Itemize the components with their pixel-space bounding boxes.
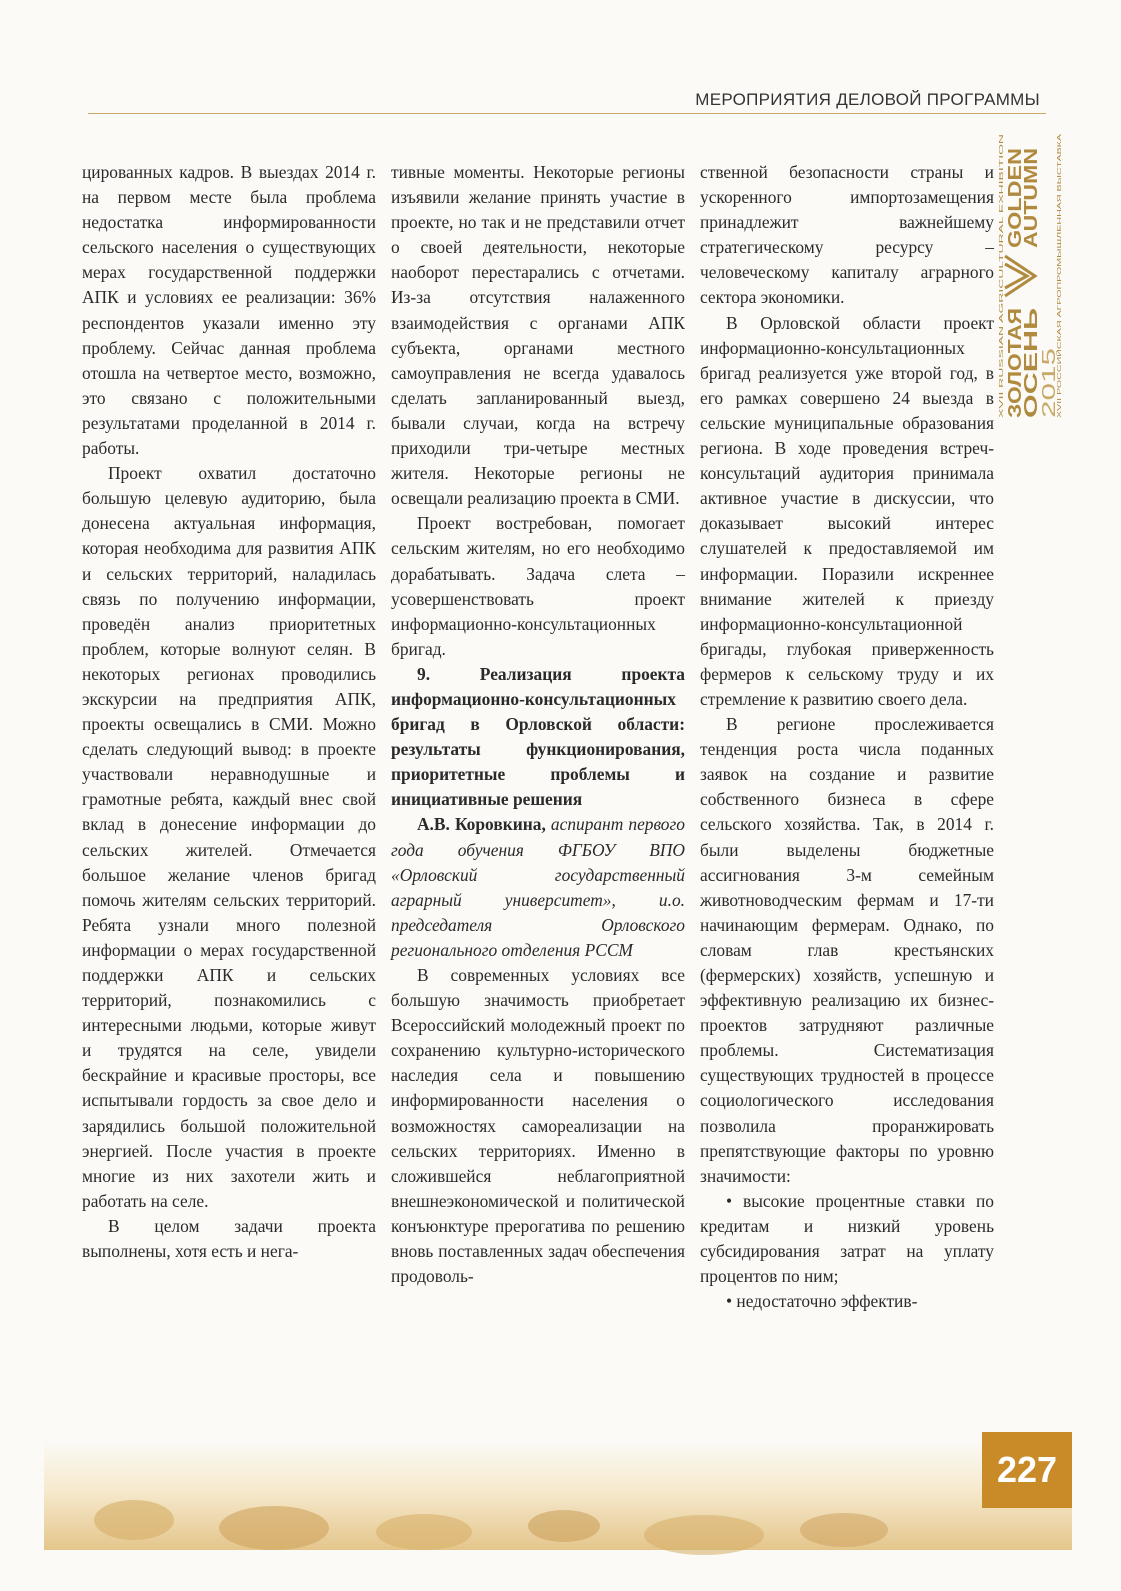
paragraph: Проект охватил достаточно большую целевую аудиторию, была донесена актуальная информация, которая необходима для развития АПК и сельских территорий, наладилась связь по получению информации, проведён анализ приоритетных проблем, которые волнуют селян. В некоторых регионах проводились экскурсии на предприятия АПК, проекты освещались в СМИ. Можно сделать следующий вывод: в проекте участвовали неравнодушные и грамотные ребята, каждый внес свой вклад в донесение информации до сельских жителей. Отмечается большое желание членов бригад помочь жителям сельских территорий. Ребята узнали много полезной информации о мерах государственной поддержки АПК и сельских территорий, познакомились с интересными людьми, которые живут и трудятся на селе, увидели бескрайние и красивые просторы, все испытывали гордость за свое дело и зарядились большой положительной энергией. После участия в проекте многие из них захотели жить и работать на селе. xyxy=(82,463,376,1211)
logo-line-2: ОСЕНЬ xyxy=(1021,353,1041,418)
list-item: • недостаточно эффектив- xyxy=(726,1291,918,1312)
hay-bale xyxy=(219,1506,329,1550)
leaf-emblem-icon xyxy=(1005,256,1035,296)
text-column-3 xyxy=(700,160,994,1314)
logo-year: 2015 xyxy=(1039,377,1059,418)
header-divider xyxy=(88,113,1046,114)
paragraph: В современных условиях все большую значимость приобретает Всероссийский молодежный проект по сохранению культурно-исторического наследия села и повышению информированности населения о возможностях самореализации на сельских территориях. Именно в сложившейся неблагоприятной внешнеэкономической и политической конъюнктуре прерогатива по решению вновь поставленных задач обеспечения продоволь- xyxy=(391,965,685,1287)
paragraph: Проект востребован, помогает сельским жителям, но его необходимо дорабатывать. Задача слета – усовершенствовать проект информационно-консультационных бригад. xyxy=(391,513,685,659)
hay-bale xyxy=(800,1513,888,1547)
hay-bale xyxy=(528,1510,600,1542)
author-line xyxy=(391,812,685,963)
hay-bale xyxy=(644,1515,764,1555)
section-title: МЕРОПРИЯТИЯ ДЕЛОВОЙ ПРОГРАММЫ xyxy=(695,90,1040,109)
exhibition-logo xyxy=(997,126,1061,426)
paragraph: ственной безопасности страны и ускоренного импортозамещения принадлежит важнейшему стратегическому ресурсу – человеческому капиталу аграрного сектора экономики. xyxy=(700,162,994,308)
author-affiliation: аспирант первого года обучения ФГБОУ ВПО «Орловский государственный аграрный университет», и.о. председателя Орловского регионального отделения РССМ xyxy=(391,814,685,960)
footer-field-image xyxy=(44,1440,1072,1550)
logo-small-line-top: XVII RUSSIAN AGRICULTURAL EXHIBITION xyxy=(999,305,1005,418)
paragraph: В регионе прослеживается тенденция роста числа поданных заявок на создание и развитие собственного бизнеса в сфере сельского хозяйства. Так, в 2014 г. были выделены бюджетные ассигнования 3-м семейным животноводческим фермам и 17-ти начинающим фермерам. Однако, по словам глав крестьянских (фермерских) хозяйств, успешную и эффективную реализацию их бизнес-проектов затрудняют различные проблемы. Систематизация существующих трудностей в процессе социологического исследования позволила проранжировать препятствующие факторы по уровню значимости: xyxy=(700,714,994,1186)
page-number: 227 xyxy=(982,1432,1072,1508)
logo-line-4: AUTUMN xyxy=(1021,170,1041,248)
logo-line-1: ЗОЛОТАЯ xyxy=(1005,330,1025,418)
author-name: А.В. Коровкина, xyxy=(417,814,546,835)
logo-line-3: GOLDEN xyxy=(1005,170,1025,248)
paragraph: В Орловской области проект информационно-консультационных бригад реализуется уже второй год, в его рамках совершено 24 выезда в сельские муниципальные образования региона. В ходе проведения встреч-консультаций аудитория принимала активное участие в дискуссии, что доказывает высокий интерес слушателей к предоставляемой им информации. Поразили искреннее внимание жителей к приезду информационно-консультационной бригады, глубокая приверженность фермеров к сельскому труду и их стремление к развитию своего дела. xyxy=(700,312,994,709)
paragraph: тивные моменты. Некоторые регионы изъявили желание принять участие в проекте, но так и не представили отчет о своей деятельности, некоторые наоборот перестарались с отчетами. Из-за отсутствия налаженного взаимодействия с органами АПК субъекта, органами местного самоуправления не всегда удавалось сделать запланированный выезд, бывали случаи, когда на встречу приходили три-четыре местных жителя. Некоторые регионы не освещали реализацию проекта в СМИ. xyxy=(391,162,685,509)
paragraph: цированных кадров. В выездах 2014 г. на первом месте была проблема недостатка информированности сельского населения о существующих мерах государственной поддержки АПК и условиях ее реализации: 36% респондентов указали именно эту проблему. Сейчас данная проблема отошла на четвертое место, возможно, это связано с положительными результатами проделанной в 2014 г. работы. xyxy=(82,162,376,459)
logo-small-line-bottom: XVII РОССИЙСКАЯ АГРОПРОМЫШЛЕННАЯ ВЫСТАВКА xyxy=(1057,271,1063,418)
text-column-1 xyxy=(82,160,376,1264)
hay-bale xyxy=(94,1500,174,1540)
text-column-2 xyxy=(391,160,685,1289)
hay-bale xyxy=(376,1514,472,1550)
paragraph: В целом задачи проекта выполнены, хотя есть и нега- xyxy=(82,1215,376,1262)
list-item: • высокие процентные ставки по кредитам и низкий уровень субсидирования затрат на уплату процентов по ним; xyxy=(700,1190,994,1287)
section-heading: 9. Реализация проекта информационно-консультационных бригад в Орловской области: результаты функционирования, приоритетные проблемы и инициативные решения xyxy=(391,663,685,810)
